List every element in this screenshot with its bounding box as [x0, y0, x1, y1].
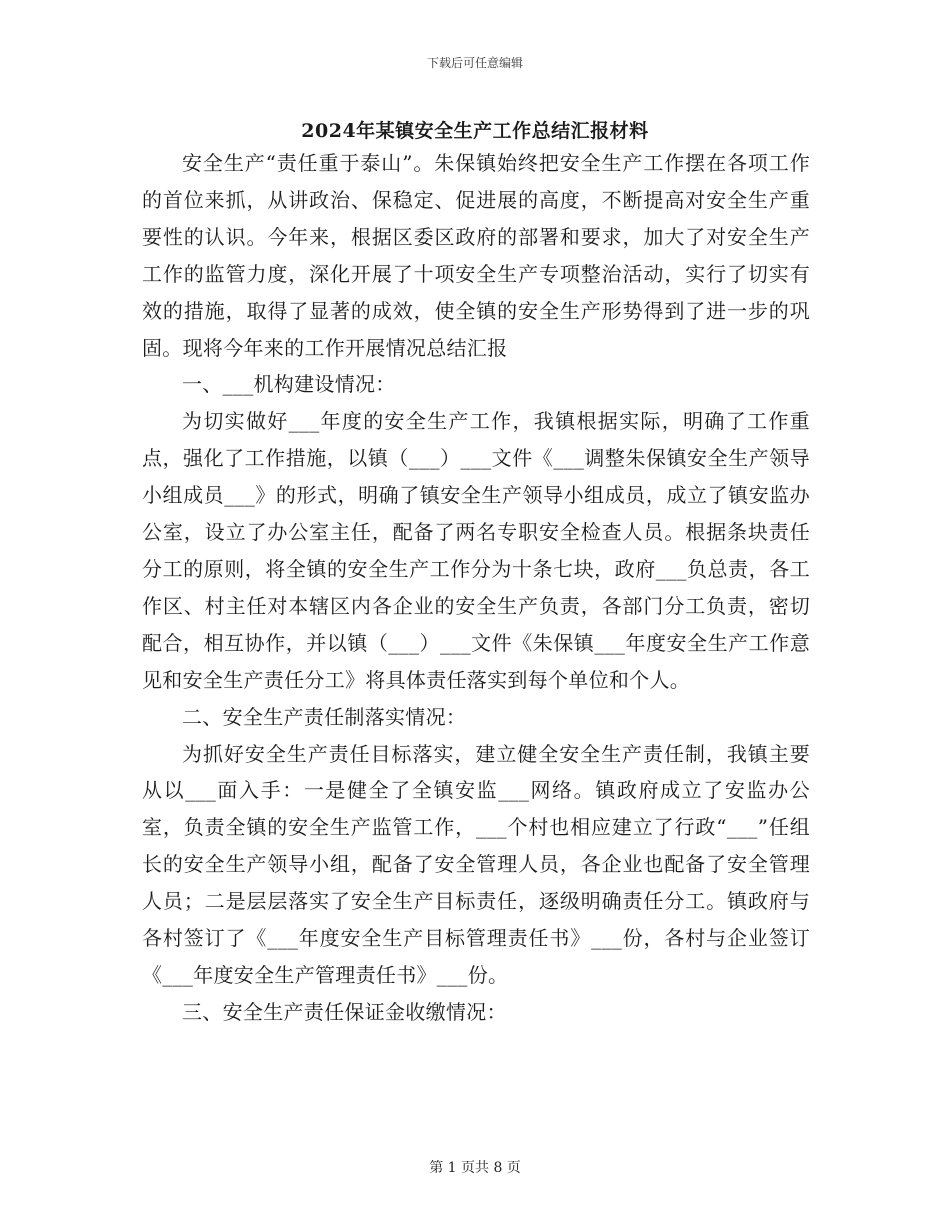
- document-title: 2024年某镇安全生产工作总结汇报材料: [301, 120, 649, 142]
- page-number: 第 1 页共 8 页: [429, 1160, 521, 1176]
- document-body: [142, 145, 810, 1031]
- section-heading-3: 三、安全生产责任保证金收缴情况：: [182, 999, 507, 1024]
- paragraph-section-1: 为切实做好___年度的安全生产工作，我镇根据实际，明确了工作重点，强化了工作措施，以镇（___）___文件《___调整朱保镇安全生产领导小组成员___》的形式，明确了镇安全生产领导小组成员，成立了镇安监办公室，设立了办公室主任，配备了两名专职安全检查人员。根据条块责任分工的原则，将全镇的安全生产工作分为十条七块，政府___负总责，各工作区、村主任对本辖区内各企业的安全生产负责，各部门分工负责，密切配合，相互协作，并以镇（___）___文件《朱保镇___年度安全生产工作意见和安全生产责任分工》将具体责任落实到每个单位和个人。: [142, 409, 810, 692]
- section-heading-2: 二、安全生产责任制落实情况：: [182, 704, 467, 729]
- header-note: 下载后可任意编辑: [426, 56, 523, 70]
- paragraph-intro: 安全生产“责任重于泰山”。朱保镇始终把安全生产工作摆在各项工作的首位来抓，从讲政治、保稳定、促进展的高度，不断提高对安全生产重要性的认识。今年来，根据区委区政府的部署和要求，加大了对安全生产工作的监管力度，深化开展了十项安全生产专项整治活动，实行了切实有效的措施，取得了显著的成效，使全镇的安全生产形势得到了进一步的巩固。现将今年来的工作开展情况总结汇报: [142, 151, 810, 360]
- paragraph-section-2: 为抓好安全生产责任目标落实，建立健全安全生产责任制，我镇主要从以___面入手：一是健全了全镇安监___网络。镇政府成立了安监办公室，负责全镇的安全生产监管工作，___个村也相应建立了行政“___”任组长的安全生产领导小组，配备了安全管理人员，各企业也配备了安全管理人员；二是层层落实了安全生产目标责任，逐级明确责任分工。镇政府与各村签订了《___年度安全生产目标管理责任书》___份，各村与企业签订《___年度安全生产管理责任书》___份。: [142, 741, 810, 987]
- section-heading-1: 一、___机构建设情况：: [182, 372, 396, 397]
